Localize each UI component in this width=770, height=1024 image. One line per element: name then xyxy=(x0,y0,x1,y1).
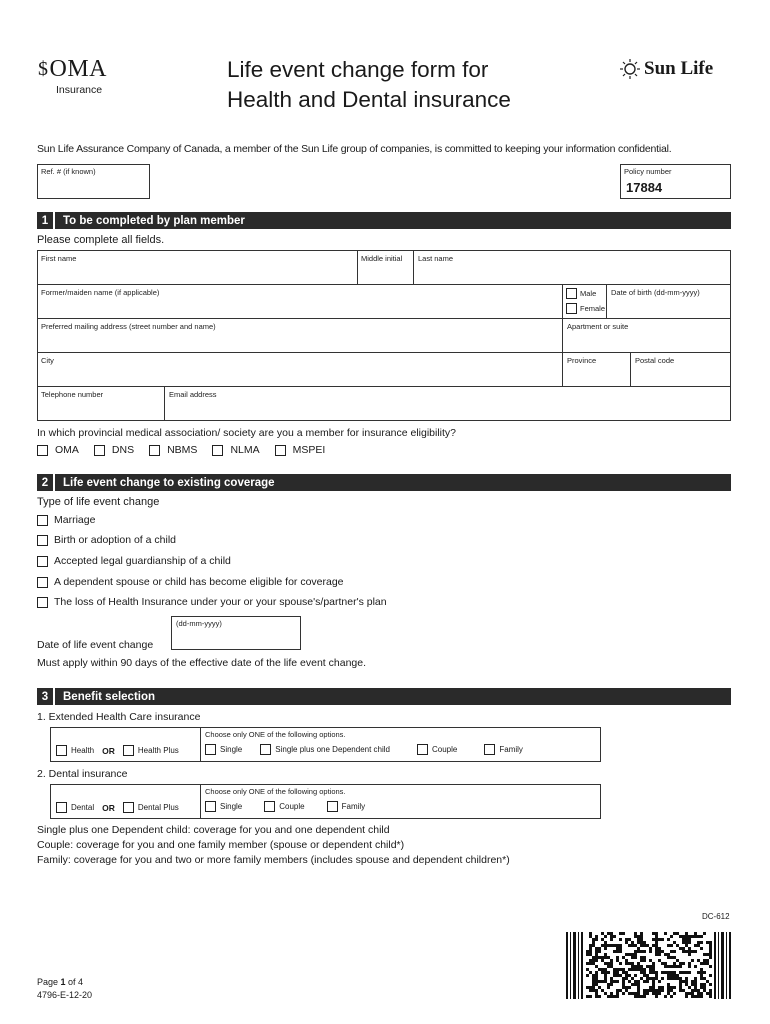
dependent-checkbox[interactable] xyxy=(37,577,48,588)
dob-field[interactable]: Date of birth (dd-mm-yyyy) xyxy=(606,284,731,319)
sun-icon xyxy=(619,58,641,80)
city-field[interactable]: City xyxy=(37,352,563,387)
dental-single-checkbox[interactable] xyxy=(205,801,216,812)
telephone-field[interactable]: Telephone number xyxy=(37,386,165,421)
association-oma[interactable]: OMA xyxy=(37,444,79,456)
middle-initial-field[interactable]: Middle initial xyxy=(357,250,414,285)
mspei-checkbox[interactable] xyxy=(275,445,286,456)
event-note: Must apply within 90 days of the effective date of the life event change. xyxy=(37,657,367,669)
doc-code: 4796-E-12-20 xyxy=(37,990,93,1000)
caduceus-icon: $ xyxy=(38,58,49,80)
ehc-single-plus-checkbox[interactable] xyxy=(260,744,271,755)
association-question: In which provincial medical association/ society are you a member for insurance eligibility? xyxy=(37,427,457,439)
ehc-single-checkbox[interactable] xyxy=(205,744,216,755)
ehc-family[interactable]: Family xyxy=(484,744,523,755)
nbms-checkbox[interactable] xyxy=(149,445,160,456)
address-field[interactable]: Preferred mailing address (street number and name) xyxy=(37,318,563,353)
option-birth-adoption[interactable]: Birth or adoption of a child xyxy=(37,534,176,546)
form-code: DC-612 xyxy=(702,912,730,921)
dental-checkbox[interactable] xyxy=(56,802,67,813)
ehc-label: 1. Extended Health Care insurance xyxy=(37,711,201,723)
birth-checkbox[interactable] xyxy=(37,535,48,546)
province-field[interactable]: Province xyxy=(562,352,631,387)
female-option[interactable]: Female xyxy=(566,303,605,314)
form-title: Life event change form for Health and Dental insurance xyxy=(227,57,511,112)
dental-coverage-box: Choose only ONE of the following options. Single Couple Family xyxy=(200,784,601,819)
section3-header: 3 Benefit selection xyxy=(37,688,731,705)
dental-plan-box: Dental OR Dental Plus xyxy=(50,784,201,819)
gender-field xyxy=(562,284,607,319)
policy-field[interactable]: Policy number 17884 xyxy=(620,164,731,199)
dental-plus-checkbox[interactable] xyxy=(123,802,134,813)
type-label: Type of life event change xyxy=(37,496,160,508)
dental-couple[interactable]: Couple xyxy=(264,801,304,812)
dental-family[interactable]: Family xyxy=(327,801,366,812)
option-marriage[interactable]: Marriage xyxy=(37,514,95,526)
association-nbms[interactable]: NBMS xyxy=(149,444,197,456)
dns-checkbox[interactable] xyxy=(94,445,105,456)
section1-instruction: Please complete all fields. xyxy=(37,234,165,246)
dental-label: 2. Dental insurance xyxy=(37,768,128,780)
dental-couple-checkbox[interactable] xyxy=(264,801,275,812)
nlma-checkbox[interactable] xyxy=(212,445,223,456)
event-date-field[interactable]: (dd-mm-yyyy) xyxy=(171,616,301,650)
male-option[interactable]: Male xyxy=(566,288,596,299)
ehc-single[interactable]: Single xyxy=(205,744,242,755)
ehc-plan-box: Health OR Health Plus xyxy=(50,727,201,762)
association-nlma[interactable]: NLMA xyxy=(212,444,259,456)
option-guardianship[interactable]: Accepted legal guardianship of a child xyxy=(37,555,231,567)
former-name-field[interactable]: Former/maiden name (if applicable) xyxy=(37,284,563,319)
coverage-definitions: Single plus one Dependent child: coverage for you and one dependent child Couple: coverage for you and one family member (spouse or dependent child*) Family: coverage for you and two or more family members (includes spouse and dependent children*) xyxy=(37,824,510,866)
loss-checkbox[interactable] xyxy=(37,597,48,608)
postal-code-field[interactable]: Postal code xyxy=(630,352,731,387)
option-dependent-eligible[interactable]: A dependent spouse or child has become eligible for coverage xyxy=(37,576,344,588)
ehc-family-checkbox[interactable] xyxy=(484,744,495,755)
male-checkbox[interactable] xyxy=(566,288,577,299)
intro-text: Sun Life Assurance Company of Canada, a member of the Sun Life group of companies, is committed to keeping your information confidential. xyxy=(37,143,672,155)
health-checkbox[interactable] xyxy=(56,745,67,756)
oma-sub: Insurance xyxy=(56,84,103,96)
guardianship-checkbox[interactable] xyxy=(37,556,48,567)
ehc-coverage-box: Choose only ONE of the following options. Single Single plus one Dependent child Couple Family xyxy=(200,727,601,762)
association-dns[interactable]: DNS xyxy=(94,444,134,456)
oma-logo: $ OMA Insurance xyxy=(38,56,128,96)
barcode-icon xyxy=(566,932,731,999)
first-name-field[interactable]: First name xyxy=(37,250,358,285)
email-field[interactable]: Email address xyxy=(164,386,731,421)
page-number: Page 1 of 4 xyxy=(37,977,84,987)
health-plus-checkbox[interactable] xyxy=(123,745,134,756)
policy-value: 17884 xyxy=(626,180,663,195)
section2-header: 2 Life event change to existing coverage xyxy=(37,474,731,491)
ehc-single-plus[interactable]: Single plus one Dependent child xyxy=(260,744,390,755)
event-date-label: Date of life event change xyxy=(37,639,154,651)
dental-single[interactable]: Single xyxy=(205,801,242,812)
sunlife-logo: Sun Life xyxy=(619,58,713,80)
association-mspei[interactable]: MSPEI xyxy=(275,444,326,456)
female-checkbox[interactable] xyxy=(566,303,577,314)
dental-family-checkbox[interactable] xyxy=(327,801,338,812)
section1-header: 1 To be completed by plan member xyxy=(37,212,731,229)
ehc-couple-checkbox[interactable] xyxy=(417,744,428,755)
association-options xyxy=(37,444,325,456)
marriage-checkbox[interactable] xyxy=(37,515,48,526)
last-name-field[interactable]: Last name xyxy=(413,250,731,285)
ehc-couple[interactable]: Couple xyxy=(417,744,457,755)
ref-field[interactable]: Ref. # (if known) xyxy=(37,164,150,199)
option-loss-insurance[interactable]: The loss of Health Insurance under your or your spouse's/partner's plan xyxy=(37,596,387,608)
oma-checkbox[interactable] xyxy=(37,445,48,456)
apartment-field[interactable]: Apartment or suite xyxy=(562,318,731,353)
